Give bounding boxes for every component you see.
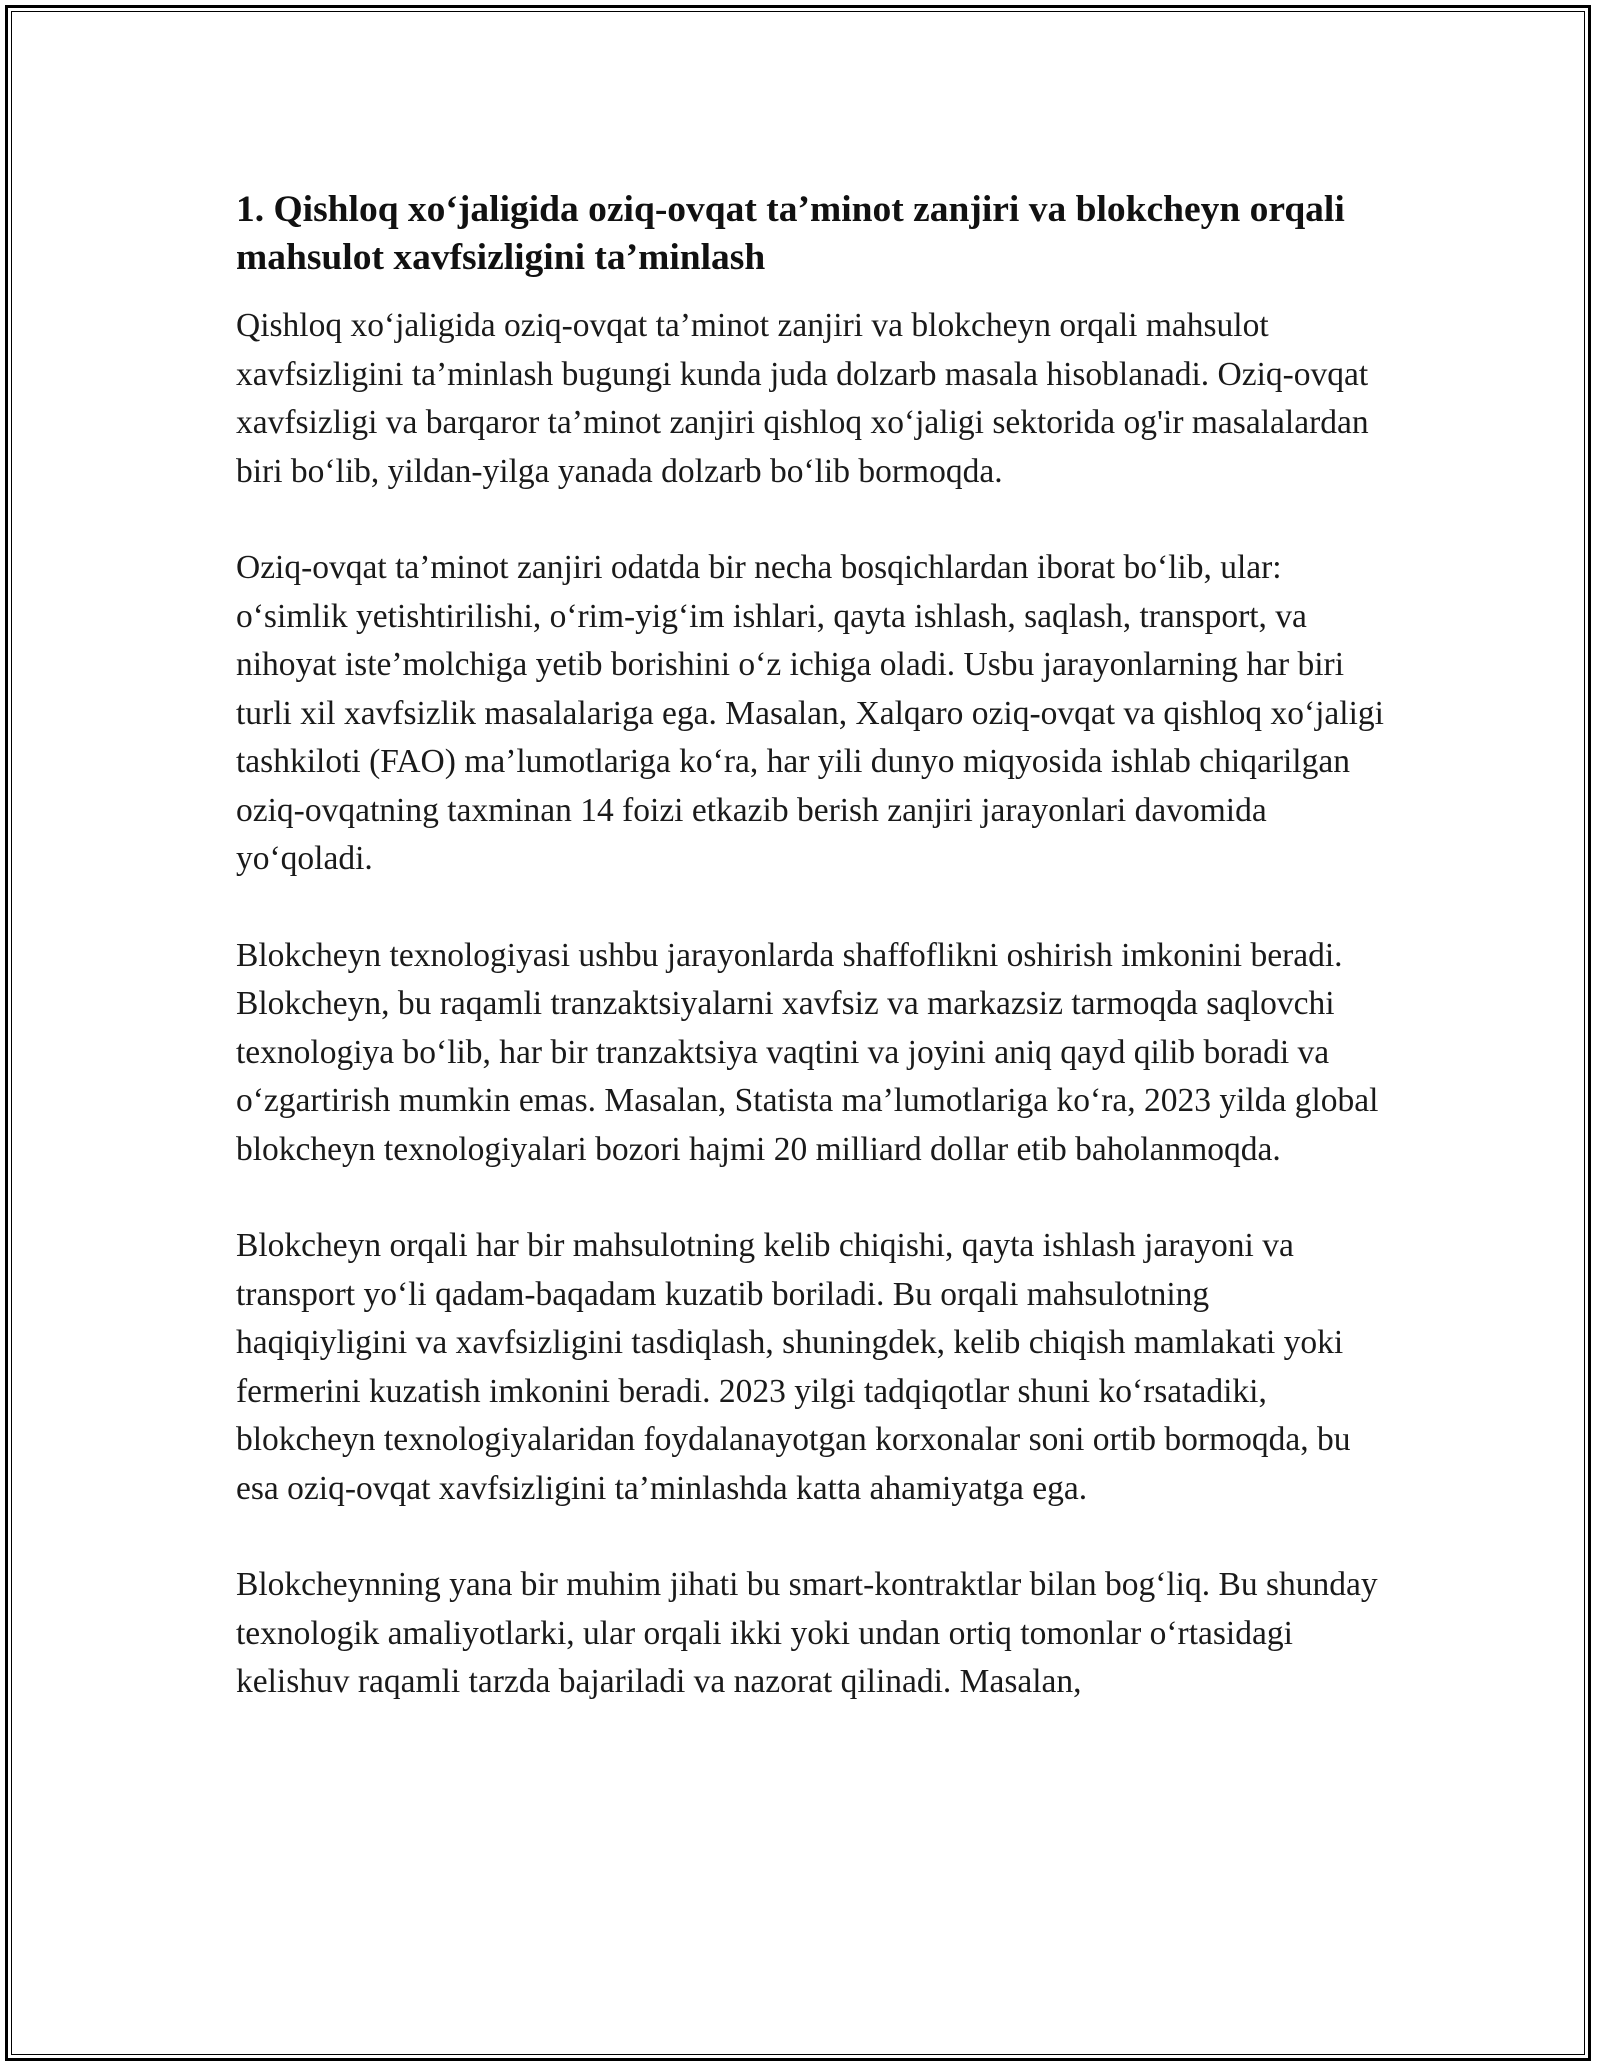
paragraph-blockchain-transparency: Blokcheyn texnologiyasi ushbu jarayonlarda shaffoflikni oshirish imkonini beradi. Blokcheyn, bu raqamli tranzaktsiyalarni xavfsiz va markazsiz tarmoqda saqlovchi texnologiya bo‘lib, har bir tranzaktsiya vaqtini va joyini aniq qayd qilib boradi va o‘zgartirish mumkin emas. Masalan, Statista ma’lumotlariga ko‘ra, 2023 yilda global blokcheyn texnologiyalari bozori hajmi 20 milliard dollar etib baholanmoqda. [236, 936, 1379, 1168]
paragraph-intro: Qishloq xo‘jaligida oziq-ovqat ta’minot zanjiri va blokcheyn orqali mahsulot xavfsizligini ta’minlash bugungi kunda juda dolzarb masala hisoblanadi. Oziq-ovqat xavfsizligi va barqaror ta’minot zanjiri qishloq xo‘jaligi sektorida og'ir masalalardan biri bo‘lib, yildan-yilga yanada dolzarb bo‘lib bormoqda. [236, 307, 1369, 490]
paragraph-product-tracking: Blokcheyn orqali har bir mahsulotning kelib chiqishi, qayta ishlash jarayoni va transport yo‘li qadam-baqadam kuzatib boriladi. Bu orqali mahsulotning haqiqiyligini va xavfsizligini tasdiqlash, shuningdek, kelib chiqish mamlakati yoki fermerini kuzatish imkonini beradi. 2023 yilgi tadqiqotlar shuni ko‘rsatadiki, blokcheyn texnologiyalaridan foydalanayotgan korxonalar soni ortib bormoqda, bu esa oziq-ovqat xavfsizligini ta’minlashda katta ahamiyatga ega. [236, 1227, 1351, 1507]
paragraph-supply-chain-stages: Oziq-ovqat ta’minot zanjiri odatda bir necha bosqichlardan iborat bo‘lib, ular: o‘simlik yetishtirilishi, o‘rim-yig‘im ishlari, qayta ishlash, saqlash, transport, va nihoyat iste’molchiga yetib borishini o‘z ichiga oladi. Usbu jarayonlarning har biri turli xil xavfsizlik masalalariga ega. Masalan, Xalqaro oziq-ovqat va qishloq xo‘jaligi tashkiloti (FAO) ma’lumotlariga ko‘ra, har yili dunyo miqyosida ishlab chiqarilgan oziq-ovqatning taxminan 14 foizi etkazib berish zanjiri jarayonlari davomida yo‘qoladi. [236, 549, 1384, 877]
section-heading: 1. Qishloq xo‘jaligida oziq-ovqat ta’minot zanjiri va blokcheyn orqali mahsulot xavfsizligini ta’minlash [236, 189, 1345, 278]
paragraph-smart-contracts: Blokcheynning yana bir muhim jihati bu smart-kontraktlar bilan bog‘liq. Bu shunday texnologik amaliyotlarki, ular orqali ikki yoki undan ortiq tomonlar o‘rtasidagi kelishuv raqamli tarzda bajariladi va nazorat qilinadi. Masalan, [236, 1566, 1378, 1700]
document-body [236, 186, 1386, 1755]
